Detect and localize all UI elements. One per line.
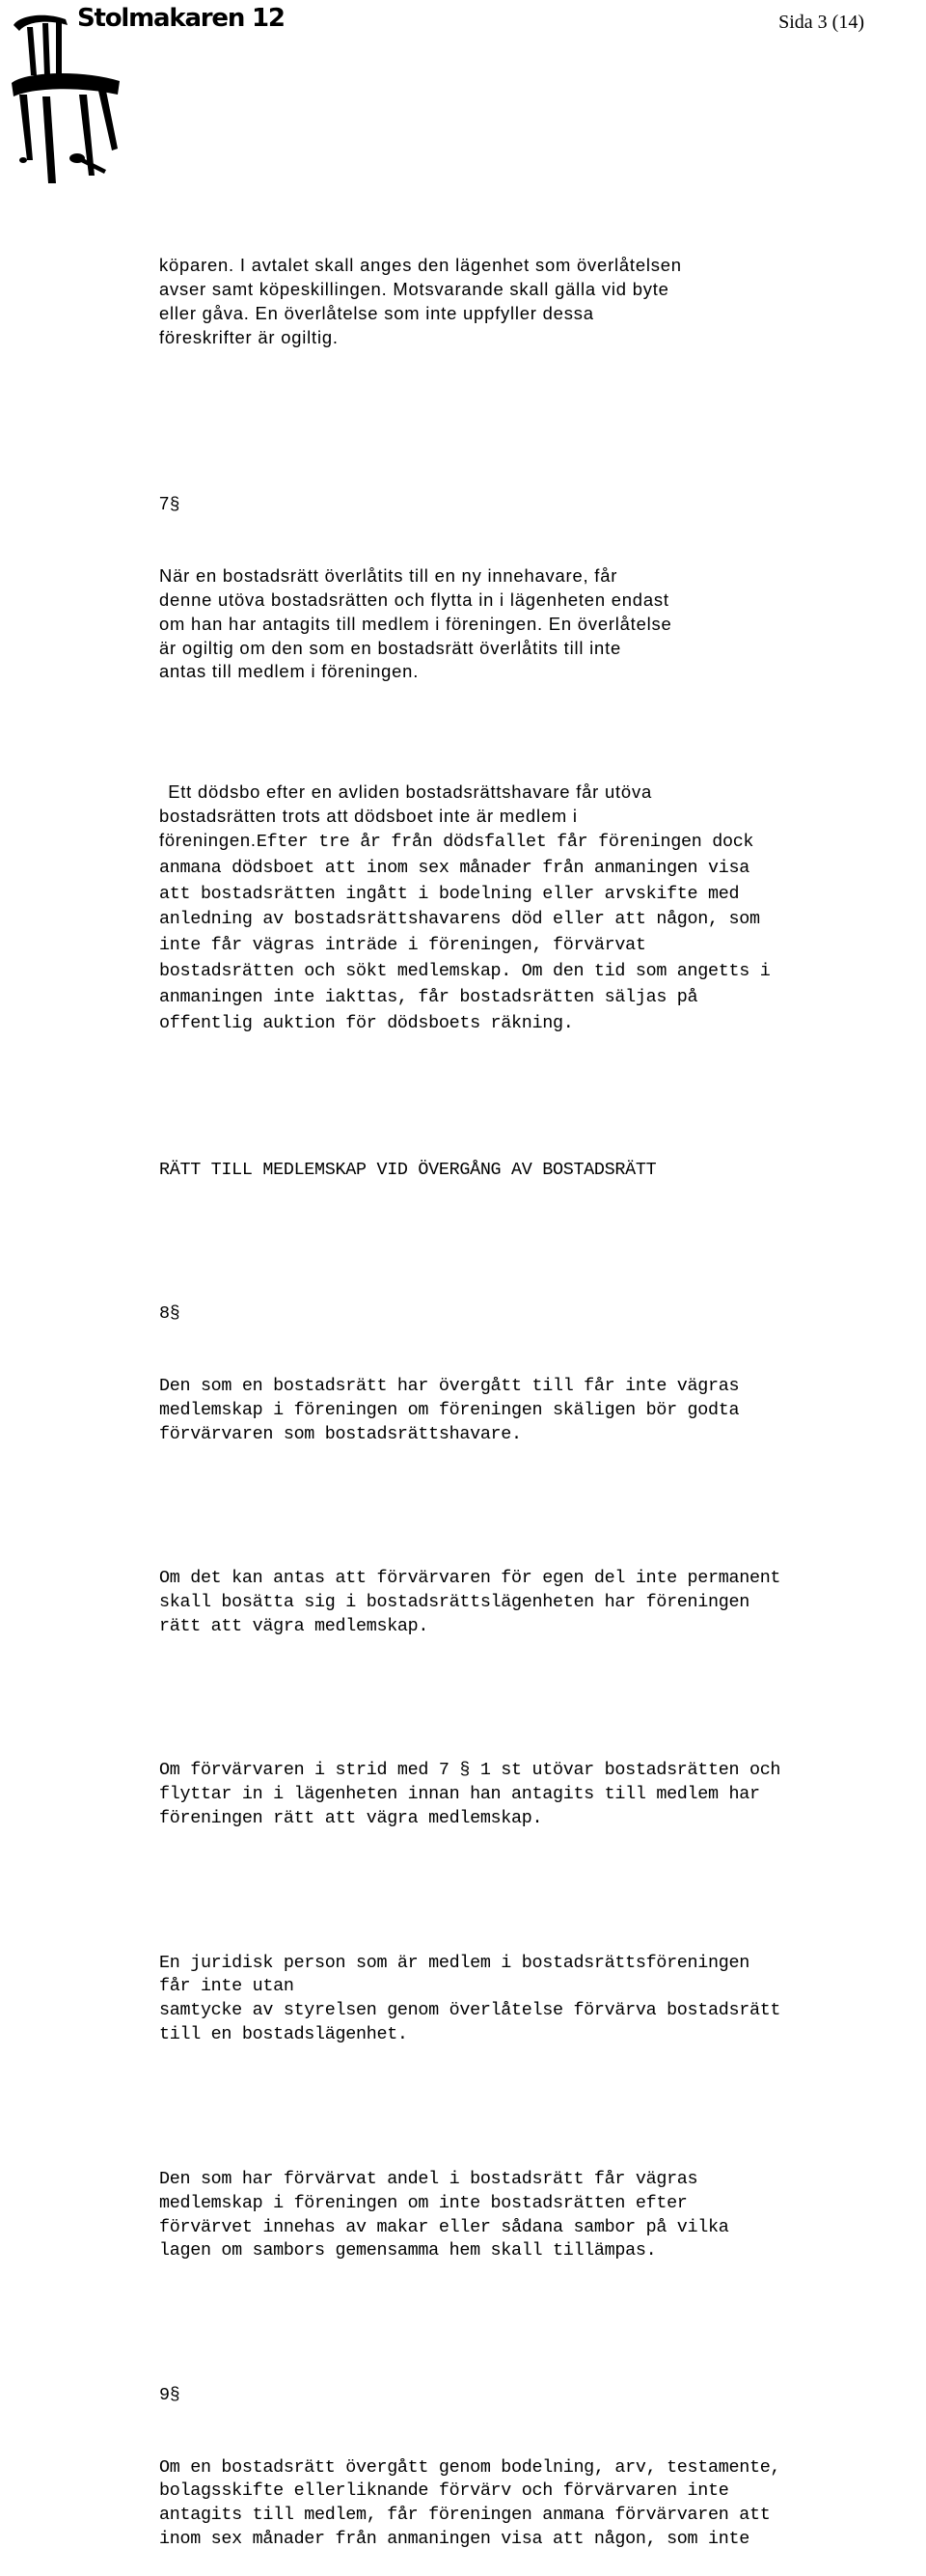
page-number: Sida 3 (14) — [778, 12, 864, 33]
section-7-paragraph-2b: Efter tre år från dödsfallet får föreningen dock anmana dödsboet att inom sex månader från anmaningen visa att bostadsrätten ingått i bodelning eller arvskifte med anledning av bostadsrättshavarens död eller att någon, som inte får vägras inträde i föreningen, förvärvat bostadsrätten och sökt medlemskap. Om den tid som angetts i anmaningen inte iakttas, får bostadsrätten säljas på offentlig auktion för dödsboets räkning. — [159, 831, 771, 1034]
section-8-label: 8§ — [159, 1303, 180, 1325]
section-7-label: 7§ — [159, 493, 181, 514]
section-heading: RÄTT TILL MEDLEMSKAP VID ÖVERGÅNG AV BOSTADSRÄTT — [159, 1159, 657, 1180]
section-8-paragraph-1: Den som en bostadsrätt har övergått till får inte vägras medlemskap i föreningen om föreningen skäligen bör godta förvärvaren som bostadsrättshavare. — [159, 1375, 740, 1444]
section-8-paragraph-3: Om förvärvaren i strid med 7 § 1 st utövar bostadsrätten och flyttar in i lägenheten innan han antagits till medlem har föreningen rätt att vägra medlemskap. — [159, 1760, 781, 1829]
section-8-paragraph-5: Den som har förvärvat andel i bostadsrätt får vägras medlemskap i föreningen om inte bostadsrätten efter förvärvet innehas av makar eller sådana sambor på vilka lagen om sambors gemensamma hem skall tillämpas. — [159, 2168, 729, 2261]
section-9-label: 9§ — [159, 2384, 180, 2405]
brand-title: Stolmakaren 12 — [77, 4, 285, 33]
section-7-paragraph-1: När en bostadsrätt överlåtits till en ny innehavare, får denne utöva bostadsrätten och flytta in i lägenheten endast om han har antagits till medlem i föreningen. En överlåtelse är ogiltig om den som en bostadsrätt överlåtits till inte antas till medlem i föreningen. — [159, 564, 672, 682]
section-9-paragraph-1: Om en bostadsrätt övergått genom bodelning, arv, testamente, bolagsskifte ellerliknande förvärv och förvärvaren inte antagits till medlem, får föreningen anmana förvärvaren att inom sex månader från anmaningen visa att någon, som inte — [159, 2456, 781, 2550]
section-7-paragraph-2a: Ett dödsbo efter en avliden bostadsrättshavare får utöva bostadsrätten trots att dödsboet inte är medlem i föreningen. — [159, 781, 652, 850]
document-body — [159, 206, 926, 2576]
section-8-paragraph-4: En juridisk person som är medlem i bostadsrättsföreningen får inte utan samtycke av styrelsen genom överlåtelse förvärva bostadsrätt till en bostadslägenhet. — [159, 1952, 781, 2045]
paragraph-intro: köparen. I avtalet skall anges den lägenhet som överlåtelsen avser samt köpeskillingen. Motsvarande skall gälla vid byte eller gåva. En överlåtelse som inte uppfyller dessa föreskrifter är ogiltig. — [159, 254, 682, 347]
section-8-paragraph-2: Om det kan antas att förvärvaren för egen del inte permanent skall bosätta sig i bostadsrättslägenheten har föreningen rätt att vägra medlemskap. — [159, 1568, 781, 1636]
